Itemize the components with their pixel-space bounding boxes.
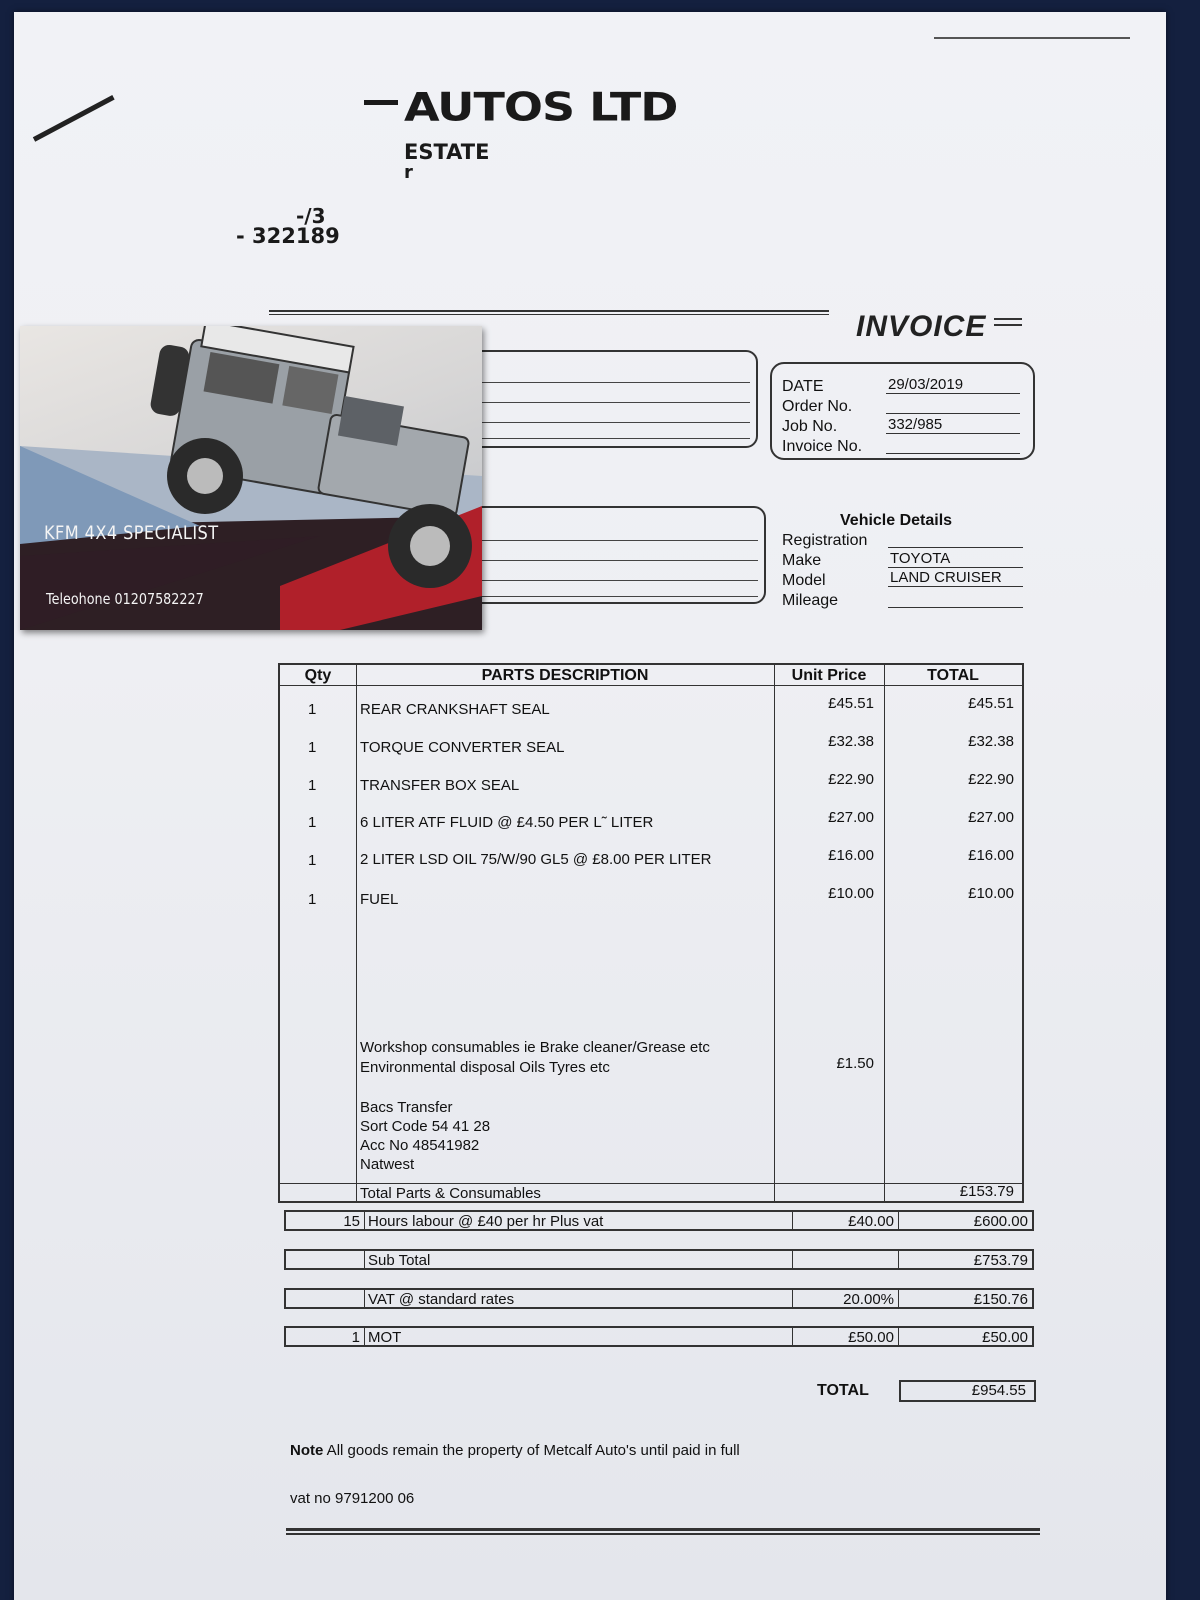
- address-line: [456, 540, 758, 541]
- company-phone-fragment: -/3: [296, 204, 326, 228]
- consumables-line: Environmental disposal Oils Tyres etc: [360, 1059, 610, 1076]
- labour-label: Hours labour @ £40 per hr Plus vat: [368, 1213, 604, 1230]
- business-card: [20, 326, 482, 630]
- mot-qty: 1: [351, 1329, 360, 1346]
- header-dash: [364, 100, 398, 105]
- row-description: 6 LITER ATF FLUID @ £4.50 PER L˜ LITER: [360, 814, 654, 831]
- job-no-value: 332/985: [886, 416, 1020, 434]
- invoice-title: INVOICE: [856, 310, 987, 343]
- invoice-rule-end: [994, 318, 1022, 326]
- row-total: £16.00: [968, 847, 1014, 864]
- labour-total: £600.00: [973, 1213, 1028, 1230]
- customer-address-box: [450, 350, 758, 448]
- row-description: TORQUE CONVERTER SEAL: [360, 739, 565, 756]
- grand-total-label: TOTAL: [817, 1382, 869, 1399]
- subtotal-value: £753.79: [973, 1252, 1028, 1269]
- row-qty: 1: [308, 739, 317, 756]
- consumables-price: £1.50: [836, 1055, 874, 1072]
- card-phone: Teleohone 01207582227: [46, 590, 204, 608]
- mot-total: £50.00: [982, 1329, 1028, 1346]
- bank-name: Natwest: [360, 1156, 415, 1173]
- row-description: FUEL: [360, 891, 399, 908]
- subtotal-row: [284, 1249, 1034, 1270]
- registration-label: Registration: [782, 532, 868, 549]
- mileage-value: [888, 590, 1023, 608]
- address-line: [456, 438, 750, 439]
- registration-value: [888, 530, 1023, 548]
- payment-method: Bacs Transfer: [360, 1099, 453, 1116]
- top-rule: [934, 37, 1130, 39]
- vat-value: £150.76: [973, 1291, 1028, 1308]
- model-value: LAND CRUISER: [888, 569, 1023, 587]
- job-no-label: Job No.: [782, 418, 838, 435]
- consumables-line: Workshop consumables ie Brake cleaner/Grease etc: [360, 1039, 710, 1056]
- total-header: TOTAL: [927, 667, 979, 684]
- order-no-label: Order No.: [782, 398, 853, 415]
- account-number: Acc No 48541982: [360, 1137, 480, 1154]
- date-value: 29/03/2019: [886, 376, 1020, 394]
- note-text: All goods remain the property of Metcalf Auto's until paid in full: [323, 1442, 740, 1459]
- subtotal-label: Sub Total: [368, 1252, 431, 1269]
- row-total: £22.90: [968, 771, 1014, 788]
- row-unit-price: £45.51: [828, 695, 874, 712]
- note-label: Note: [290, 1442, 324, 1459]
- order-no-value: [886, 396, 1020, 414]
- row-qty: 1: [308, 852, 317, 869]
- row-unit-price: £16.00: [828, 847, 874, 864]
- total-parts-label: Total Parts & Consumables: [360, 1185, 541, 1202]
- invoice-rule: [269, 310, 829, 315]
- grand-total-value: £954.55: [899, 1380, 1036, 1402]
- row-qty: 1: [308, 777, 317, 794]
- labour-row: [284, 1210, 1034, 1231]
- row-total: £27.00: [968, 809, 1014, 826]
- address-line: [456, 402, 750, 403]
- vat-row: [284, 1288, 1034, 1309]
- row-total: £32.38: [968, 733, 1014, 750]
- mot-label: MOT: [368, 1329, 402, 1346]
- bottom-rule: [286, 1528, 1040, 1535]
- mileage-label: Mileage: [782, 592, 839, 609]
- make-label: Make: [782, 552, 822, 569]
- address-line: [456, 580, 758, 581]
- row-description: 2 LITER LSD OIL 75/W/90 GL5 @ £8.00 PER LITER: [360, 851, 712, 868]
- invoice-info-box: [770, 362, 1035, 460]
- row-description: TRANSFER BOX SEAL: [360, 777, 520, 794]
- row-qty: 1: [308, 891, 317, 908]
- sort-code: Sort Code 54 41 28: [360, 1118, 491, 1135]
- row-unit-price: £22.90: [828, 771, 874, 788]
- column-divider: [356, 665, 357, 1201]
- company-phone: - 322189: [236, 224, 340, 248]
- company-address: ESTATE: [404, 140, 490, 164]
- company-name: AUTOS LTD: [404, 84, 678, 130]
- card-business-name: KFM 4X4 SPECIALIST: [44, 522, 219, 544]
- qty-header: Qty: [304, 667, 332, 684]
- vat-number: vat no 9791200 06: [290, 1490, 415, 1507]
- invoice-no-value: [886, 436, 1020, 454]
- date-label: DATE: [782, 378, 824, 395]
- vat-rate: 20.00%: [843, 1291, 894, 1308]
- delivery-address-box: [450, 506, 766, 604]
- vat-label: VAT @ standard rates: [368, 1291, 515, 1308]
- parts-table: [278, 663, 1024, 1203]
- row-total: £10.00: [968, 885, 1014, 902]
- unit-price-header: Unit Price: [791, 667, 867, 684]
- row-unit-price: £32.38: [828, 733, 874, 750]
- row-qty: 1: [308, 814, 317, 831]
- description-header: PARTS DESCRIPTION: [481, 667, 649, 684]
- vehicle-illustration: [20, 326, 482, 630]
- address-line: [456, 560, 758, 561]
- labour-qty: 15: [343, 1213, 360, 1230]
- address-line: [456, 382, 750, 383]
- mot-unit: £50.00: [848, 1329, 894, 1346]
- row-unit-price: £27.00: [828, 809, 874, 826]
- mot-row: [284, 1326, 1034, 1347]
- row-unit-price: £10.00: [828, 885, 874, 902]
- model-label: Model: [782, 572, 826, 589]
- invoice-no-label: Invoice No.: [782, 438, 863, 455]
- labour-unit: £40.00: [848, 1213, 894, 1230]
- address-line: [456, 596, 758, 597]
- pen-mark: [33, 95, 115, 142]
- row-description: REAR CRANKSHAFT SEAL: [360, 701, 550, 718]
- invoice-paper: [14, 12, 1166, 1600]
- make-value: TOYOTA: [888, 550, 1023, 568]
- header-divider: [280, 685, 1022, 686]
- address-line: [456, 422, 750, 423]
- row-total: £45.51: [968, 695, 1014, 712]
- row-qty: 1: [308, 701, 317, 718]
- footer-note: [290, 1442, 740, 1459]
- company-address-fragment: r: [404, 162, 413, 183]
- total-parts-value: £153.79: [959, 1183, 1014, 1200]
- vehicle-details-title: Vehicle Details: [840, 512, 953, 529]
